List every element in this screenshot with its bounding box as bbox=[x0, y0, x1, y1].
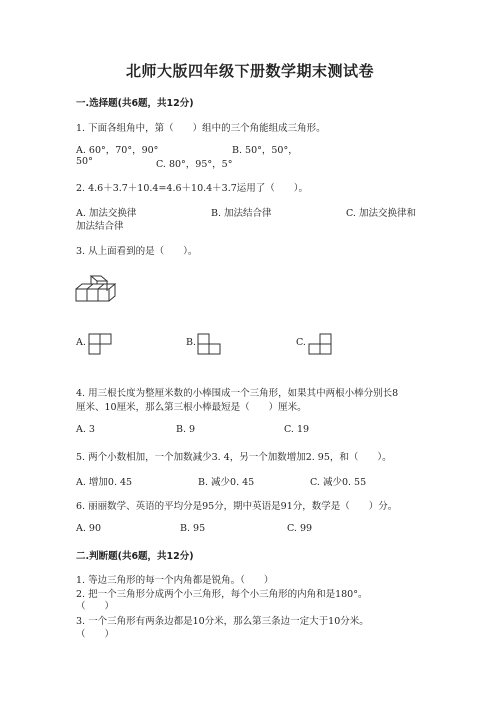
question-1-option-c: C. 80°，95°，5° bbox=[156, 159, 233, 170]
judgement-2-text-cont: （ ） bbox=[76, 601, 115, 612]
question-5-option-c: C. 减少0. 55 bbox=[310, 477, 367, 488]
question-6-option-a: A. 90 bbox=[76, 523, 101, 534]
question-1-option-a: A. 60°，70°，90° bbox=[76, 145, 159, 156]
question-1-text: 1. 下面各组角中，第（ ）组中的三个角能组成三角形。 bbox=[76, 123, 326, 134]
question-3-option-c-label: C. bbox=[296, 337, 306, 348]
section-heading-choice: 一.选择题(共6题，共12分) bbox=[76, 98, 194, 109]
question-5-option-a: A. 增加0. 45 bbox=[76, 477, 133, 488]
question-1-option-b: B. 50°，50°， bbox=[232, 145, 298, 156]
question-3-text: 3. 从上面看到的是（ ）。 bbox=[76, 246, 198, 257]
question-4-text: 4. 用三根长度为整厘米数的小棒围成一个三角形，如果其中两根小棒分别长8 bbox=[76, 388, 399, 399]
question-6-text: 6. 丽丽数学、英语的平均分是95分，期中英语是91分，数学是（ ）分。 bbox=[76, 501, 398, 512]
question-2-text: 2. 4.6＋3.7＋10.4=4.6＋10.4＋3.7运用了（ ）。 bbox=[76, 183, 309, 194]
section-heading-judgement: 二.判断题(共6题，共12分) bbox=[76, 551, 194, 562]
question-2-option-c: C. 加法交换律和 bbox=[346, 208, 416, 219]
cube-stack-figure bbox=[75, 274, 117, 304]
question-4-option-c: C. 19 bbox=[284, 424, 310, 435]
question-2-option-c-cont: 加法结合律 bbox=[76, 221, 124, 232]
question-2-option-b: B. 加法结合律 bbox=[211, 208, 272, 219]
judgement-3-text-cont: （ ） bbox=[76, 629, 115, 640]
page-title: 北师大版四年级下册数学期末测试卷 bbox=[125, 62, 374, 80]
question-4-text-cont: 厘米、10厘米，那么第三根小棒最短是（ ）厘米。 bbox=[76, 402, 307, 413]
option-b-top-view-shape bbox=[197, 333, 221, 355]
option-c-top-view-shape bbox=[308, 333, 332, 355]
question-3-option-b-label: B. bbox=[186, 337, 197, 348]
question-2-option-a: A. 加法交换律 bbox=[76, 208, 137, 219]
question-5-text: 5. 两个小数相加，一个加数减少3. 4，另一个加数增加2. 95，和（ ）。 bbox=[76, 452, 392, 463]
option-a-top-view-shape bbox=[88, 333, 112, 355]
question-4-option-a: A. 3 bbox=[76, 424, 95, 435]
question-5-option-b: B. 减少0. 45 bbox=[198, 477, 255, 488]
question-4-option-b: B. 9 bbox=[176, 424, 196, 435]
question-6-option-c: C. 99 bbox=[287, 523, 313, 534]
judgement-3-text: 3. 一个三角形有两条边都是10分米，那么第三条边一定大于10分米。 bbox=[76, 616, 369, 627]
question-3-option-a-label: A. bbox=[76, 337, 86, 348]
judgement-1-text: 1. 等边三角形的每一个内角都是锐角。（ ） bbox=[76, 575, 274, 586]
question-1-option-b-cont: 50° bbox=[76, 156, 93, 167]
question-6-option-b: B. 95 bbox=[180, 523, 206, 534]
judgement-2-text: 2. 把一个三角形分成两个小三角形，每个小三角形的内角和是180°。 bbox=[76, 589, 368, 600]
